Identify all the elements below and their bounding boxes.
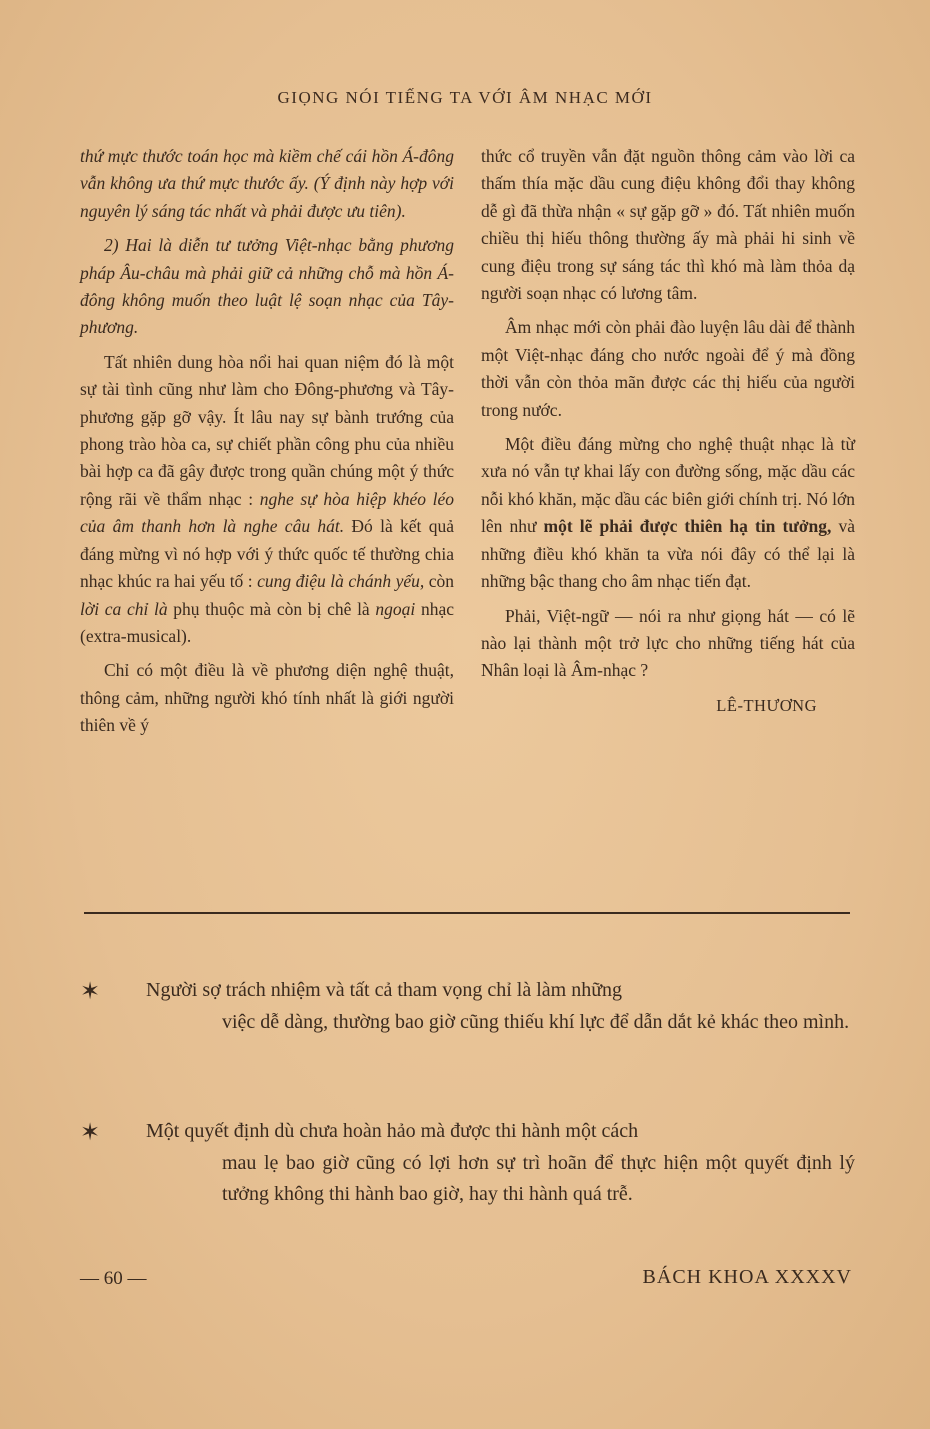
quote-continuation: việc dễ dàng, thường bao giờ cũng thiếu khí lực để dẫn dắt kẻ khác theo mình. [222,1010,850,1033]
text-run: phụ thuộc mà còn bị chê là [167,598,376,619]
right-paragraph-4: Phải, Việt-ngữ — nói ra như giọng hát — có lẽ nào lại thành một trở lực cho những tiếng hát của Nhân loại là Âm-nhạc ? [481,605,855,681]
text-run: nhạc (extra-musical). [80,598,454,646]
left-paragraph-3 [80,349,454,650]
right-column [481,143,855,719]
text-run: Đó là kết quả đáng mừng vì nó hợp với ý thức quốc tế thường chia nhạc khúc ra hai yếu tố : [80,516,454,592]
quote-continuation: mau lẹ bao giờ cũng có lợi hơn sự trì hoãn để thực hiện một quyết định lý tưởng không thi hành bao giờ, hay thi hành quá trễ. [222,1151,855,1205]
quote-block-1 [80,975,855,1038]
right-paragraph-2: Âm nhạc mới còn phải đào luyện lâu dài để thành một Việt-nhạc đáng cho nước ngoài để ý mà đồng thời vẫn còn thỏa mãn được các thị hiếu của người trong nước. [481,317,855,420]
text-run: và những điều khó khăn ta vừa nói đây có thể lại là những bậc thang cho âm nhạc tiến đạt. [481,516,855,592]
italic-run: cung điệu là chánh yếu, [257,571,425,592]
left-paragraph-4: Chỉ có một điều là về phương diện nghệ thuật, thông cảm, những người khó tính nhất là giới người thiên về ý [80,660,454,736]
right-paragraph-1: thức cổ truyền vẫn đặt nguồn thông cảm vào lời ca thấm thía mặc dầu cung điệu không đổi thay không dễ gì đã thừa nhận « sự gặp gỡ » đó. Tất nhiên muốn chiều thị hiếu thông thường ấy mà phải hi sinh về cung điệu trong sự sáng tác thì khó mà làm thỏa dạ người soạn nhạc có lương tâm. [481,146,855,304]
italic-run: nghe sự hòa hiệp khéo léo của âm thanh hơn là nghe câu hát. [80,488,454,537]
running-header: GIỌNG NÓI TIẾNG TA VỚI ÂM NHẠC MỚI [277,88,653,107]
section-divider [84,912,850,914]
left-paragraph-2: 2) Hai là diễn tư tưởng Việt-nhạc bằng phương pháp Âu-châu mà phải giữ cả những chỗ mà hồn Á-đông không muốn theo luật lệ soạn nhạc của Tây-phương. [80,235,454,338]
quote-block-2 [80,1116,855,1211]
italic-run: lời ca chỉ là [80,598,168,619]
right-paragraph-3 [481,431,855,595]
text-run: Tất nhiên dung hòa nổi hai quan niệm đó là một sự tài tình cũng như làm cho Đông-phương và Tây-phương gặp gỡ vậy. Ít lâu nay sự bành trướng của phong trào hòa ca, sự chiết phần công phu của nhiều bài hợp ca đã gây được trong quần chúng một ý thức rộng rãi về thẩm nhạc : [80,351,454,509]
star-bullet-icon: ✶ [80,979,101,1005]
publication-name: BÁCH KHOA XXXXV [642,1266,852,1288]
quote-first-line: Một quyết định dù chưa hoàn hảo mà được thi hành một cách [146,1120,639,1142]
quote-text [146,975,855,1038]
page-number: — 60 — [80,1268,147,1289]
quote-text [146,1116,855,1211]
bold-run: một lẽ phải được thiên hạ tin tưởng, [543,516,832,537]
text-run: Một điều đáng mừng cho nghệ thuật nhạc là từ xưa nó vẫn tự khai lấy con đường sống, mặc dầu các nỗi khó khăn, mặc dầu các biên giới chính trị. Nó lớn lên như [481,434,855,537]
text-run: còn [424,571,454,592]
star-bullet-icon: ✶ [80,1120,101,1146]
quote-first-line: Người sợ trách nhiệm và tất cả tham vọng chỉ là làm những [146,979,623,1001]
left-paragraph-1: thứ mực thước toán học mà kiềm chế cái hồn Á-đông vẫn không ưa thứ mực thước ấy. (Ý định này hợp với nguyên lý sáng tác nhất và phải được ưu tiên). [80,146,454,221]
left-column [80,143,454,747]
author-signature: LÊ-THƯƠNG [716,695,817,715]
italic-run: ngoại [375,598,416,619]
